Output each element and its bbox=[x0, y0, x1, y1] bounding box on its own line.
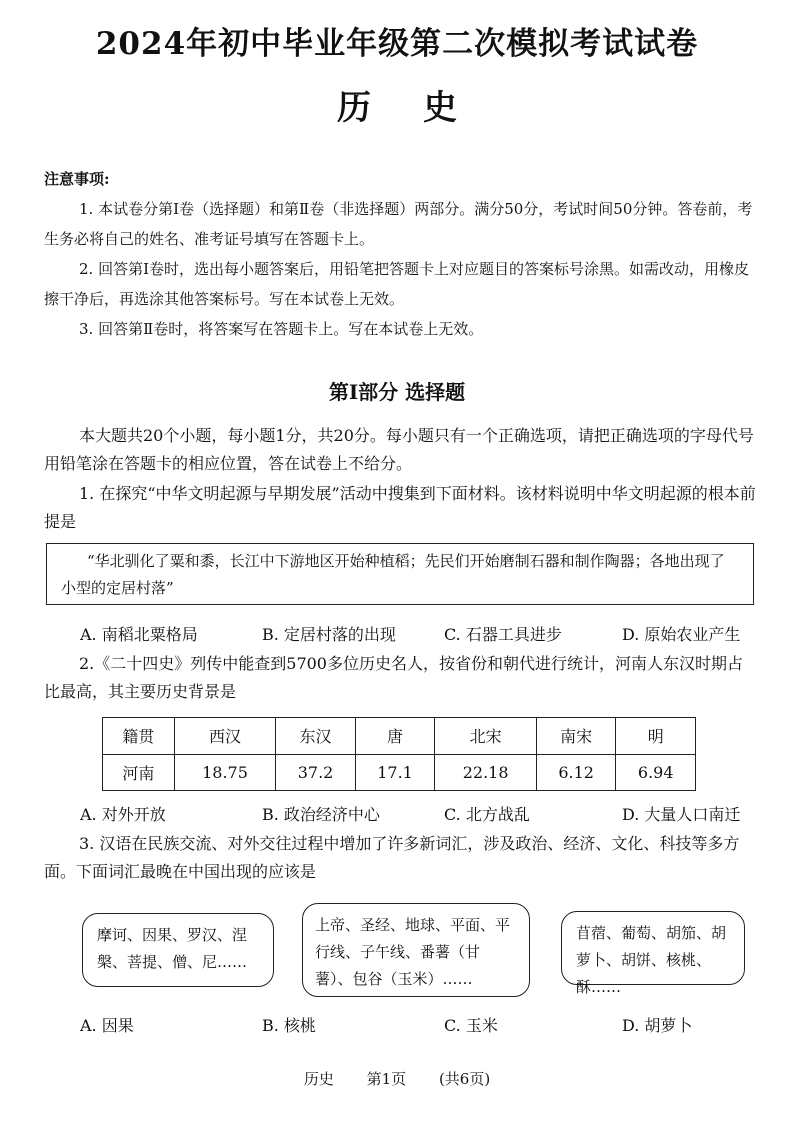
table-header-cell: 北宋 bbox=[435, 718, 537, 755]
table-header-cell: 东汉 bbox=[276, 718, 356, 755]
table-cell: 18.75 bbox=[174, 754, 276, 791]
section-intro bbox=[44, 422, 756, 478]
question-2-options bbox=[80, 802, 760, 825]
exam-notes bbox=[44, 164, 754, 344]
option-a[interactable]: A. 南稻北粟格局 bbox=[80, 625, 198, 644]
option-a[interactable]: A. 对外开放 bbox=[80, 805, 166, 824]
option-b[interactable]: B. 定居村落的出现 bbox=[262, 625, 396, 644]
section-intro-text: 本大题共20个小题，每小题1分，共20分。每小题只有一个正确选项，请把正确选项的字母代号用铅笔涂在答题卡的相应位置，答在试卷上不给分。 bbox=[44, 426, 754, 473]
question-3-options bbox=[80, 1013, 760, 1036]
table-header-cell: 西汉 bbox=[174, 718, 276, 755]
option-d[interactable]: D. 大量人口南迁 bbox=[622, 805, 741, 824]
question-3 bbox=[44, 830, 756, 886]
table-header-cell: 明 bbox=[616, 718, 696, 755]
question-3-stem: 3. 汉语在民族交流、对外交往过程中增加了许多新词汇，涉及政治、经济、文化、科技等多方面。下面词汇最晚在中国出现的应该是 bbox=[44, 834, 740, 881]
section-title: 第Ⅰ部分 选择题 bbox=[328, 380, 466, 404]
table-cell: 河南 bbox=[103, 754, 175, 791]
option-d[interactable]: D. 胡萝卜 bbox=[622, 1016, 693, 1035]
option-b[interactable]: B. 核桃 bbox=[262, 1016, 316, 1035]
option-c[interactable]: C. 玉米 bbox=[444, 1016, 498, 1035]
footer-total-pages: (共6页) bbox=[438, 1070, 491, 1088]
table-header-cell: 籍贯 bbox=[103, 718, 175, 755]
question-2-table bbox=[102, 717, 696, 791]
table-row bbox=[103, 754, 696, 791]
table-header-cell: 唐 bbox=[355, 718, 435, 755]
note-item: 1. 本试卷分第Ⅰ卷（选择题）和第Ⅱ卷（非选择题）两部分。满分50分，考试时间50分钟。答卷前，考生务必将自己的姓名、准考证号填写在答题卡上。 bbox=[44, 200, 753, 248]
exam-title: 2024年初中毕业年级第二次模拟考试试卷 bbox=[95, 26, 699, 62]
table-cell: 22.18 bbox=[435, 754, 537, 791]
question-1-options bbox=[80, 622, 760, 645]
note-item: 3. 回答第Ⅱ卷时，将答案写在答题卡上。写在本试卷上无效。 bbox=[79, 320, 484, 338]
question-1 bbox=[44, 480, 756, 536]
page-footer bbox=[0, 1068, 794, 1089]
question-1-material bbox=[46, 543, 754, 605]
option-b[interactable]: B. 政治经济中心 bbox=[262, 805, 380, 824]
subject-title: 历史 bbox=[337, 88, 509, 128]
table-cell: 17.1 bbox=[355, 754, 435, 791]
question-3-box-1: 摩诃、因果、罗汉、涅槃、菩提、僧、尼…… bbox=[82, 913, 274, 987]
table-header-row bbox=[103, 718, 696, 755]
question-1-stem: 1. 在探究“中华文明起源与早期发展”活动中搜集到下面材料。该材料说明中华文明起源的根本前提是 bbox=[44, 484, 756, 531]
question-3-box-3: 苜蓿、葡萄、胡笳、胡萝卜、胡饼、核桃、酥…… bbox=[561, 911, 745, 985]
note-item: 2. 回答第Ⅰ卷时，选出每小题答案后，用铅笔把答题卡上对应题目的答案标号涂黑。如需改动，用橡皮擦干净后，再选涂其他答案标号。写在本试卷上无效。 bbox=[44, 260, 750, 308]
table-cell: 6.94 bbox=[616, 754, 696, 791]
table-header-cell: 南宋 bbox=[536, 718, 616, 755]
option-c[interactable]: C. 北方战乱 bbox=[444, 805, 530, 824]
notes-heading: 注意事项: bbox=[44, 170, 110, 188]
table-cell: 6.12 bbox=[536, 754, 616, 791]
table-cell: 37.2 bbox=[276, 754, 356, 791]
footer-subject: 历史 bbox=[303, 1070, 334, 1088]
option-a[interactable]: A. 因果 bbox=[80, 1016, 134, 1035]
question-2 bbox=[44, 650, 756, 706]
question-2-stem: 2.《二十四史》列传中能查到5700多位历史名人，按省份和朝代进行统计，河南人东汉时期占比最高，其主要历史背景是 bbox=[44, 654, 743, 701]
question-1-quote: “华北驯化了粟和黍，长江中下游地区开始种植稻；先民们开始磨制石器和制作陶器；各地出现了小型的定居村落” bbox=[61, 552, 725, 597]
question-3-box-2: 上帝、圣经、地球、平面、平行线、子午线、番薯（甘薯）、包谷（玉米）…… bbox=[302, 903, 530, 997]
footer-page-number: 第1页 bbox=[366, 1070, 407, 1088]
option-c[interactable]: C. 石器工具进步 bbox=[444, 625, 562, 644]
option-d[interactable]: D. 原始农业产生 bbox=[622, 625, 741, 644]
